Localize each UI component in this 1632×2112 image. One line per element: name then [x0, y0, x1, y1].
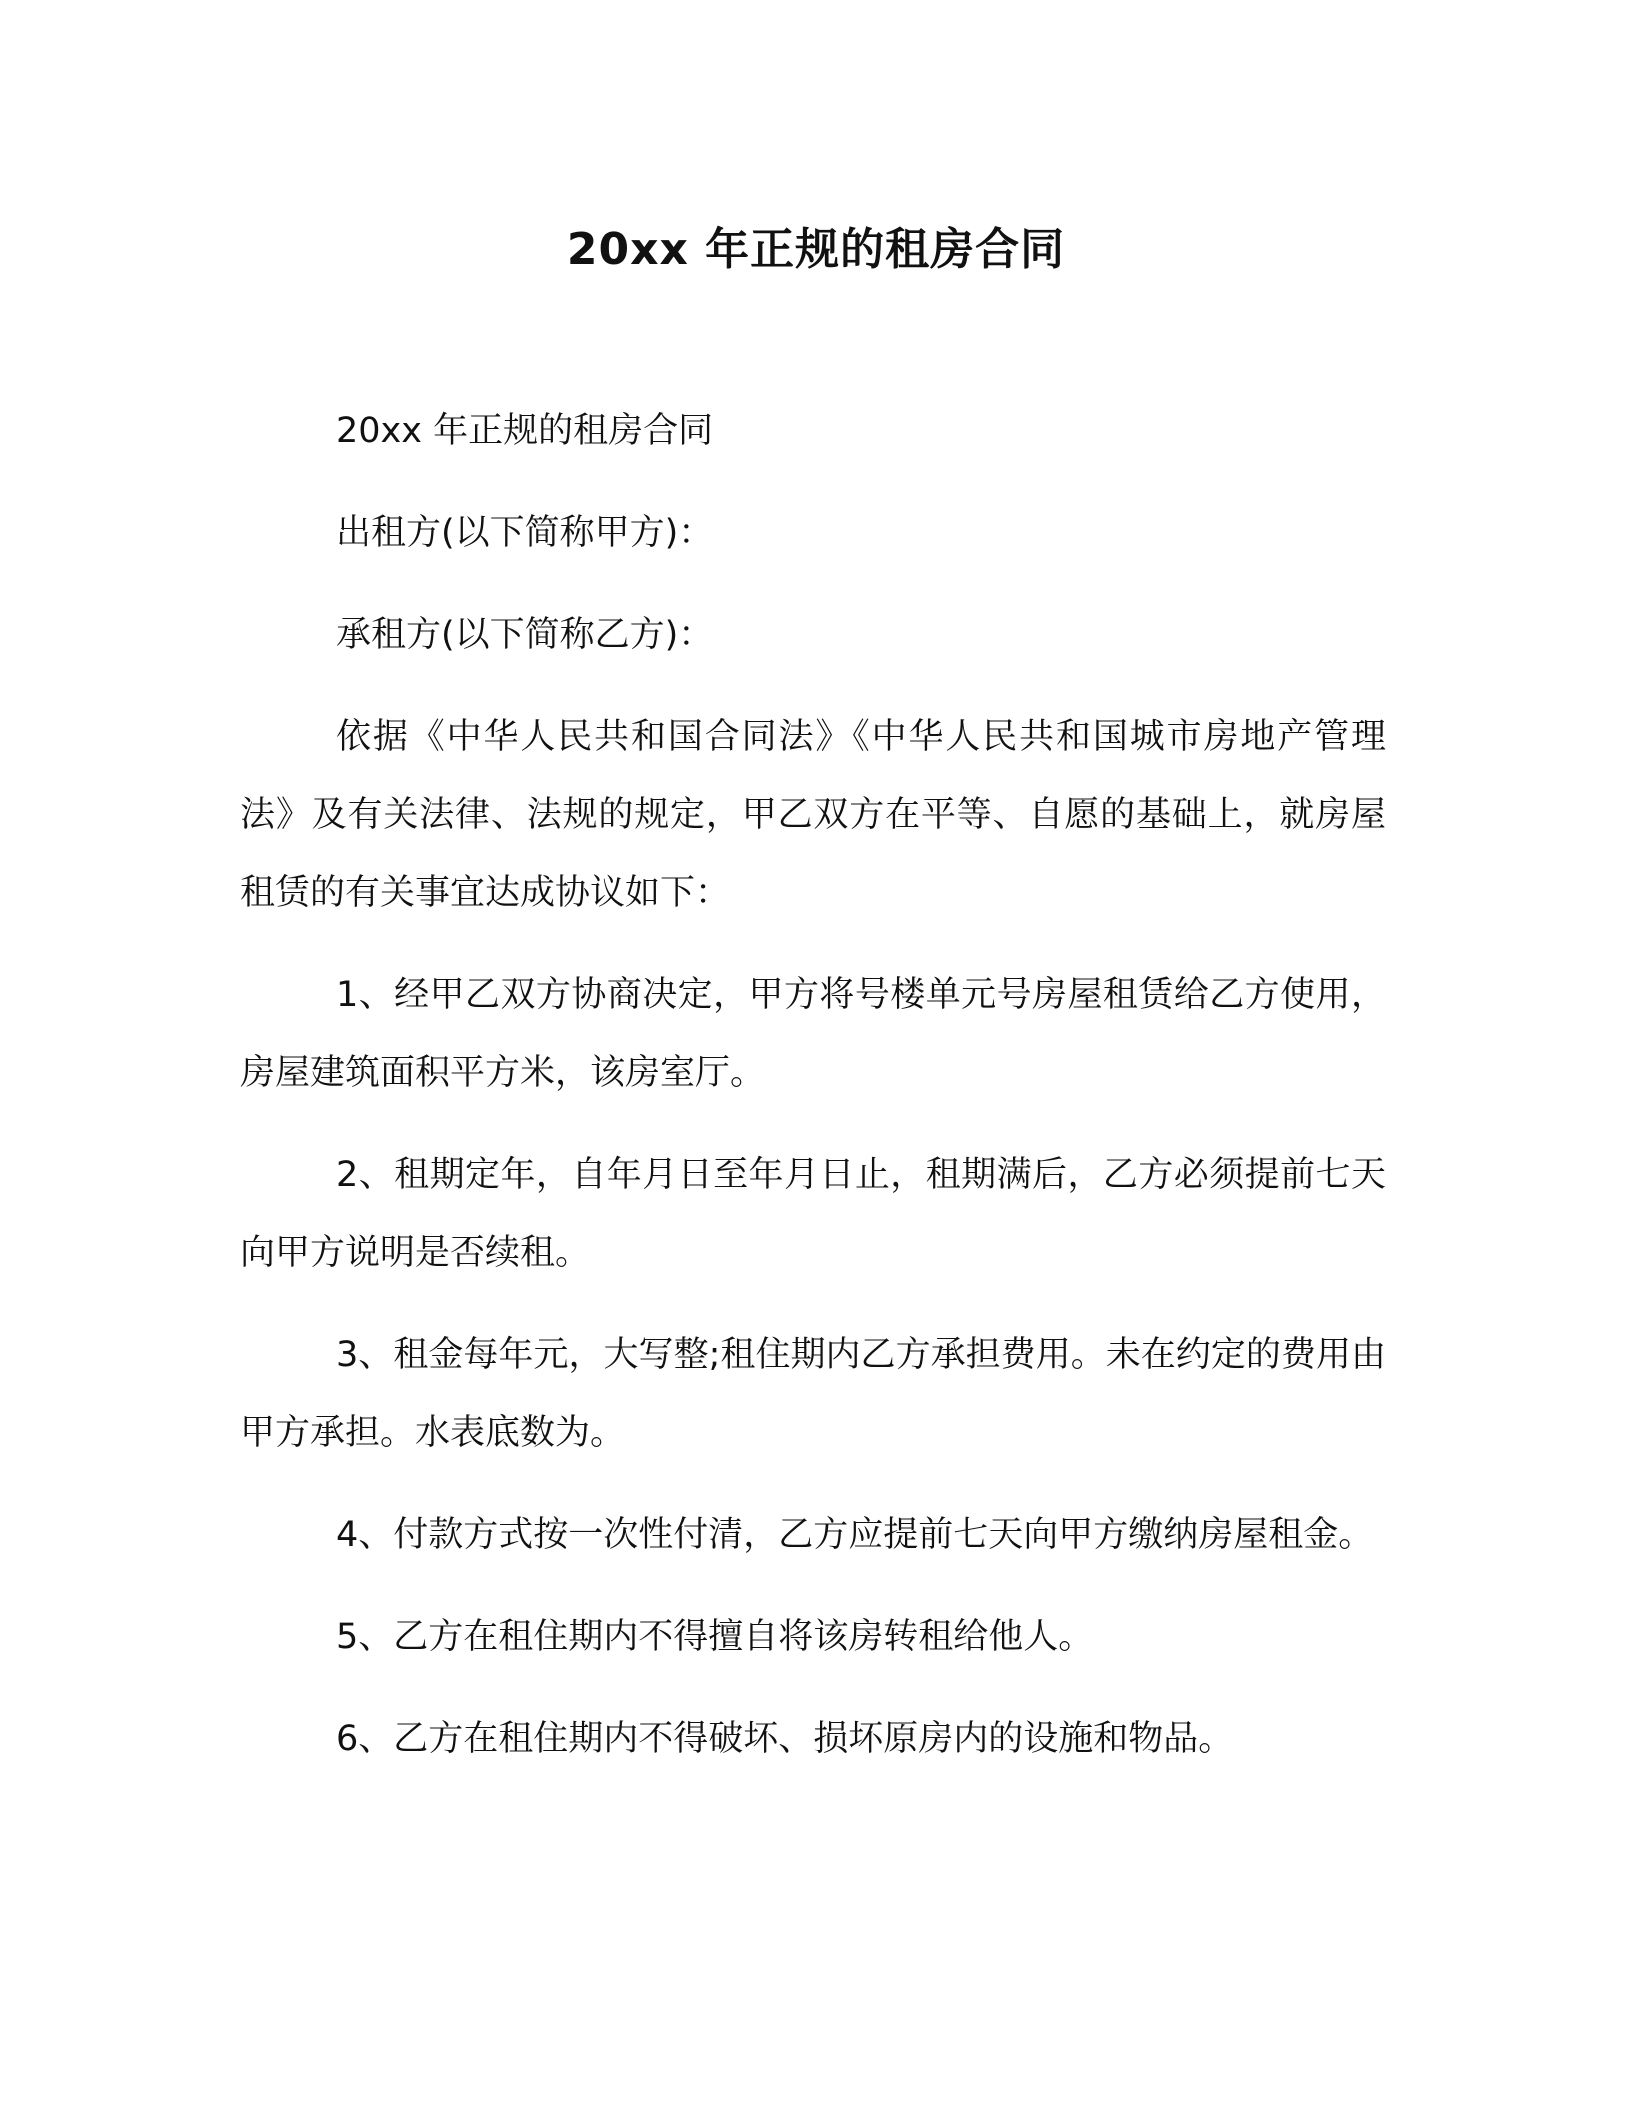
preamble-paragraph: 依据《中华人民共和国合同法》《中华人民共和国城市房地产管理法》及有关法律、法规的规定，甲乙双方在平等、自愿的基础上，就房屋租赁的有关事宜达成协议如下： [240, 717, 1386, 913]
clause-1-paragraph: 1、经甲乙双方协商决定，甲方将号楼单元号房屋租赁给乙方使用，房屋建筑面积平方米，该房室厅。 [240, 975, 1386, 1093]
document-title: 20xx 年正规的租房合同 [566, 224, 1066, 275]
lessor-paragraph: 出租方(以下简称甲方)： [336, 513, 714, 553]
document-body [240, 392, 1386, 1802]
clause-3-paragraph: 3、租金每年元，大写整;租住期内乙方承担费用。未在约定的费用由甲方承担。水表底数为。 [240, 1335, 1386, 1453]
lessee-paragraph: 承租方(以下简称乙方)： [336, 615, 714, 655]
clause-4-paragraph: 4、付款方式按一次性付清，乙方应提前七天向甲方缴纳房屋租金。 [336, 1515, 1374, 1555]
clause-5-paragraph: 5、乙方在租住期内不得擅自将该房转租给他人。 [336, 1617, 1094, 1657]
clause-2-paragraph: 2、租期定年，自年月日至年月日止，租期满后，乙方必须提前七天向甲方说明是否续租。 [240, 1155, 1386, 1273]
clause-6-paragraph: 6、乙方在租住期内不得破坏、损坏原房内的设施和物品。 [336, 1719, 1234, 1759]
subtitle-paragraph: 20xx 年正规的租房合同 [336, 411, 714, 451]
